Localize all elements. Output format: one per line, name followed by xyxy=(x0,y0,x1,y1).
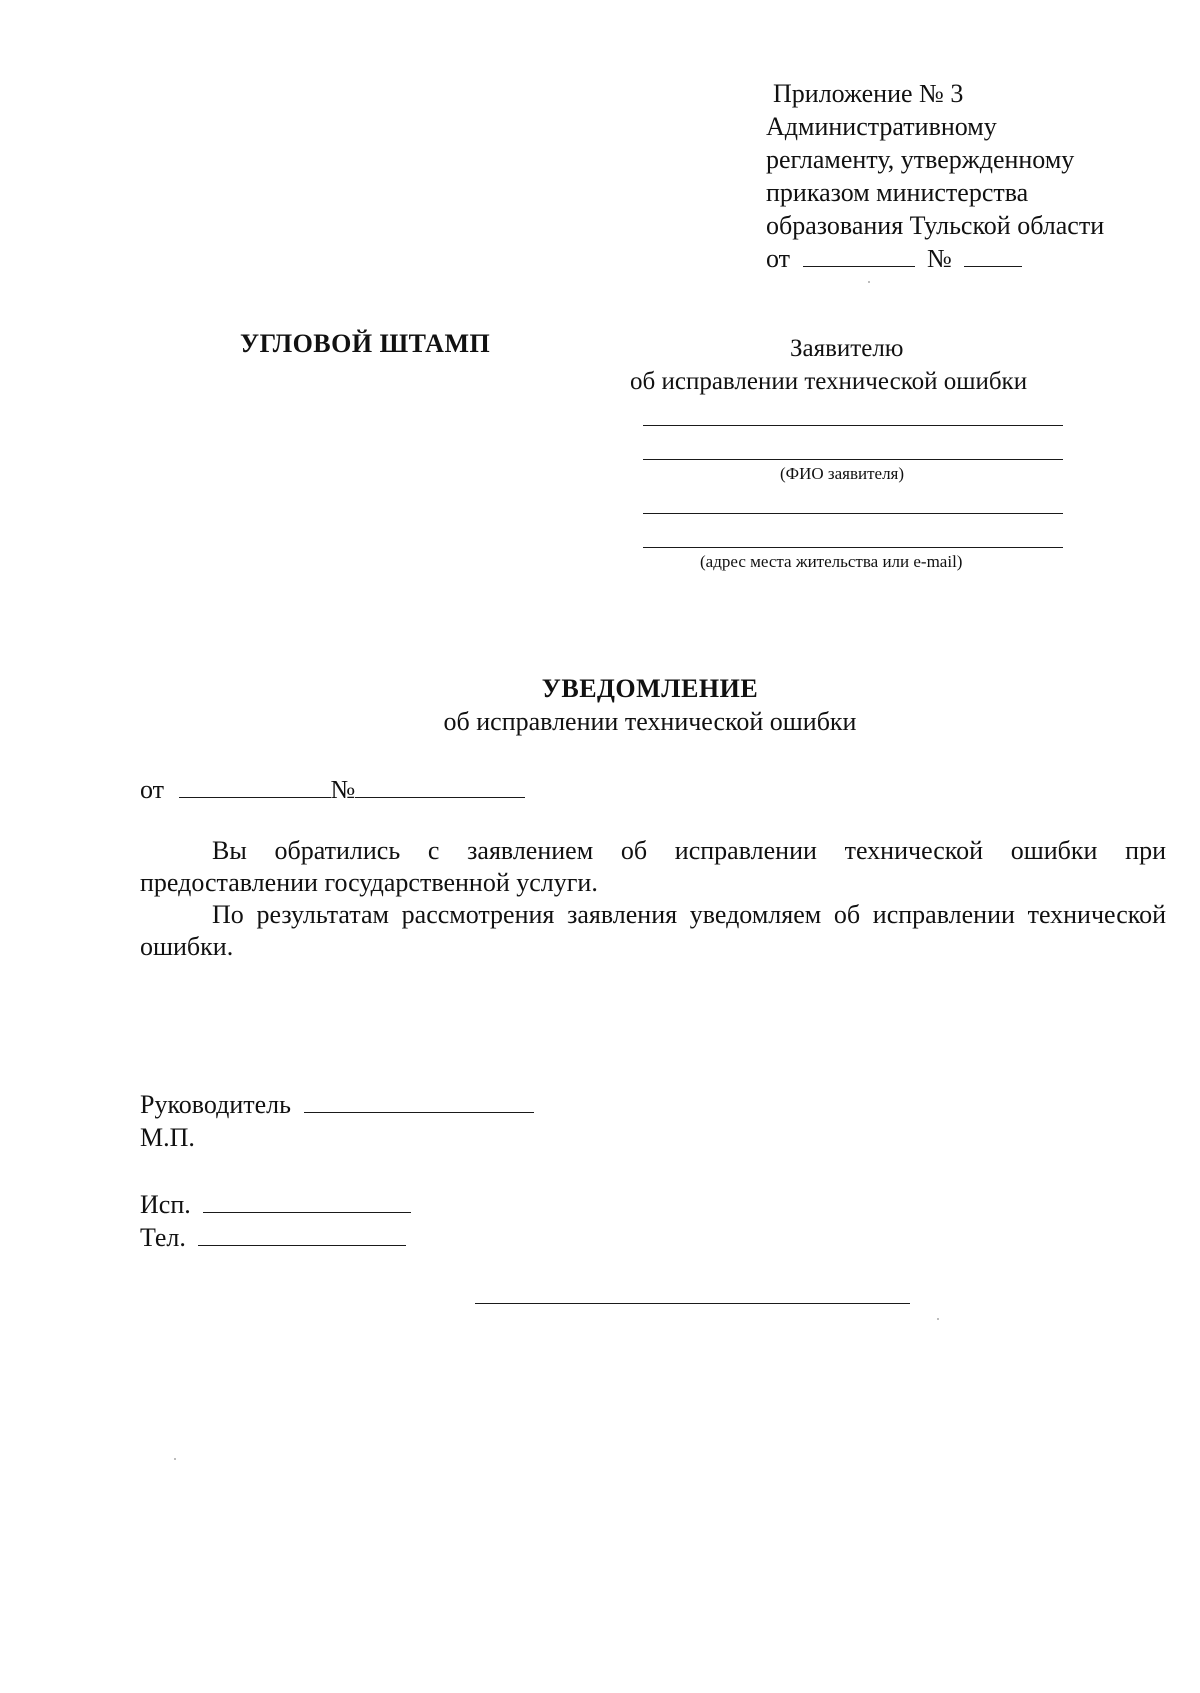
appendix-number-sign: № xyxy=(927,244,952,273)
appendix-line-3: регламенту, утвержденному xyxy=(766,145,1075,174)
phone-blank xyxy=(198,1221,406,1246)
executor-label: Исп. xyxy=(140,1190,191,1219)
executor-blank xyxy=(203,1188,411,1213)
appendix-line-5: образования Тульской области xyxy=(766,211,1105,240)
head-signature-line xyxy=(140,1088,534,1121)
recipient-name-line-2 xyxy=(643,459,1063,460)
appendix-date-line xyxy=(766,242,1022,275)
appendix-line-4: приказом министерства xyxy=(766,178,1029,207)
closing-separator-line xyxy=(475,1303,910,1304)
scan-speck xyxy=(868,281,870,283)
recipient-to-label: Заявителю xyxy=(790,335,904,362)
executor-line xyxy=(140,1188,411,1221)
seal-label: М.П. xyxy=(140,1123,195,1152)
corner-stamp-label: УГЛОВОЙ ШТАМП xyxy=(240,329,491,358)
recipient-name-caption: (ФИО заявителя) xyxy=(780,464,905,483)
appendix-date-blank xyxy=(803,242,915,267)
appendix-number-blank xyxy=(964,242,1022,267)
scan-speck xyxy=(937,1318,939,1320)
head-label: Руководитель xyxy=(140,1090,291,1119)
body-paragraph-2: По результатам рассмотрения заявления уведомляем об исправлении технической ошибки. xyxy=(140,900,1166,961)
reference-from-label: от xyxy=(140,775,165,804)
appendix-from-label: от xyxy=(766,244,791,273)
head-signature-blank xyxy=(304,1088,534,1113)
appendix-line-2: Административному xyxy=(766,112,997,141)
document-title: УВЕДОМЛЕНИЕ xyxy=(541,674,759,703)
notification-body xyxy=(140,835,1166,963)
appendix-number: Приложение № 3 xyxy=(773,79,964,108)
recipient-subject: об исправлении технической ошибки xyxy=(630,368,1028,395)
scan-speck xyxy=(174,1458,176,1460)
phone-line xyxy=(140,1221,406,1254)
recipient-name-line-1 xyxy=(643,425,1063,426)
recipient-address-line-2 xyxy=(643,547,1063,548)
recipient-address-line-1 xyxy=(643,513,1063,514)
recipient-address-caption: (адрес места жительства или e-mail) xyxy=(700,552,963,571)
reference-number-sign: № xyxy=(330,775,356,804)
reference-line xyxy=(140,773,525,806)
reference-date-blank xyxy=(179,773,331,798)
phone-label: Тел. xyxy=(140,1223,186,1252)
reference-number-blank xyxy=(355,773,525,798)
body-paragraph-1: Вы обратились с заявлением об исправлении технической ошибки при предоставлении государственной услуги. xyxy=(140,836,1166,897)
document-subtitle: об исправлении технической ошибки xyxy=(443,707,857,736)
